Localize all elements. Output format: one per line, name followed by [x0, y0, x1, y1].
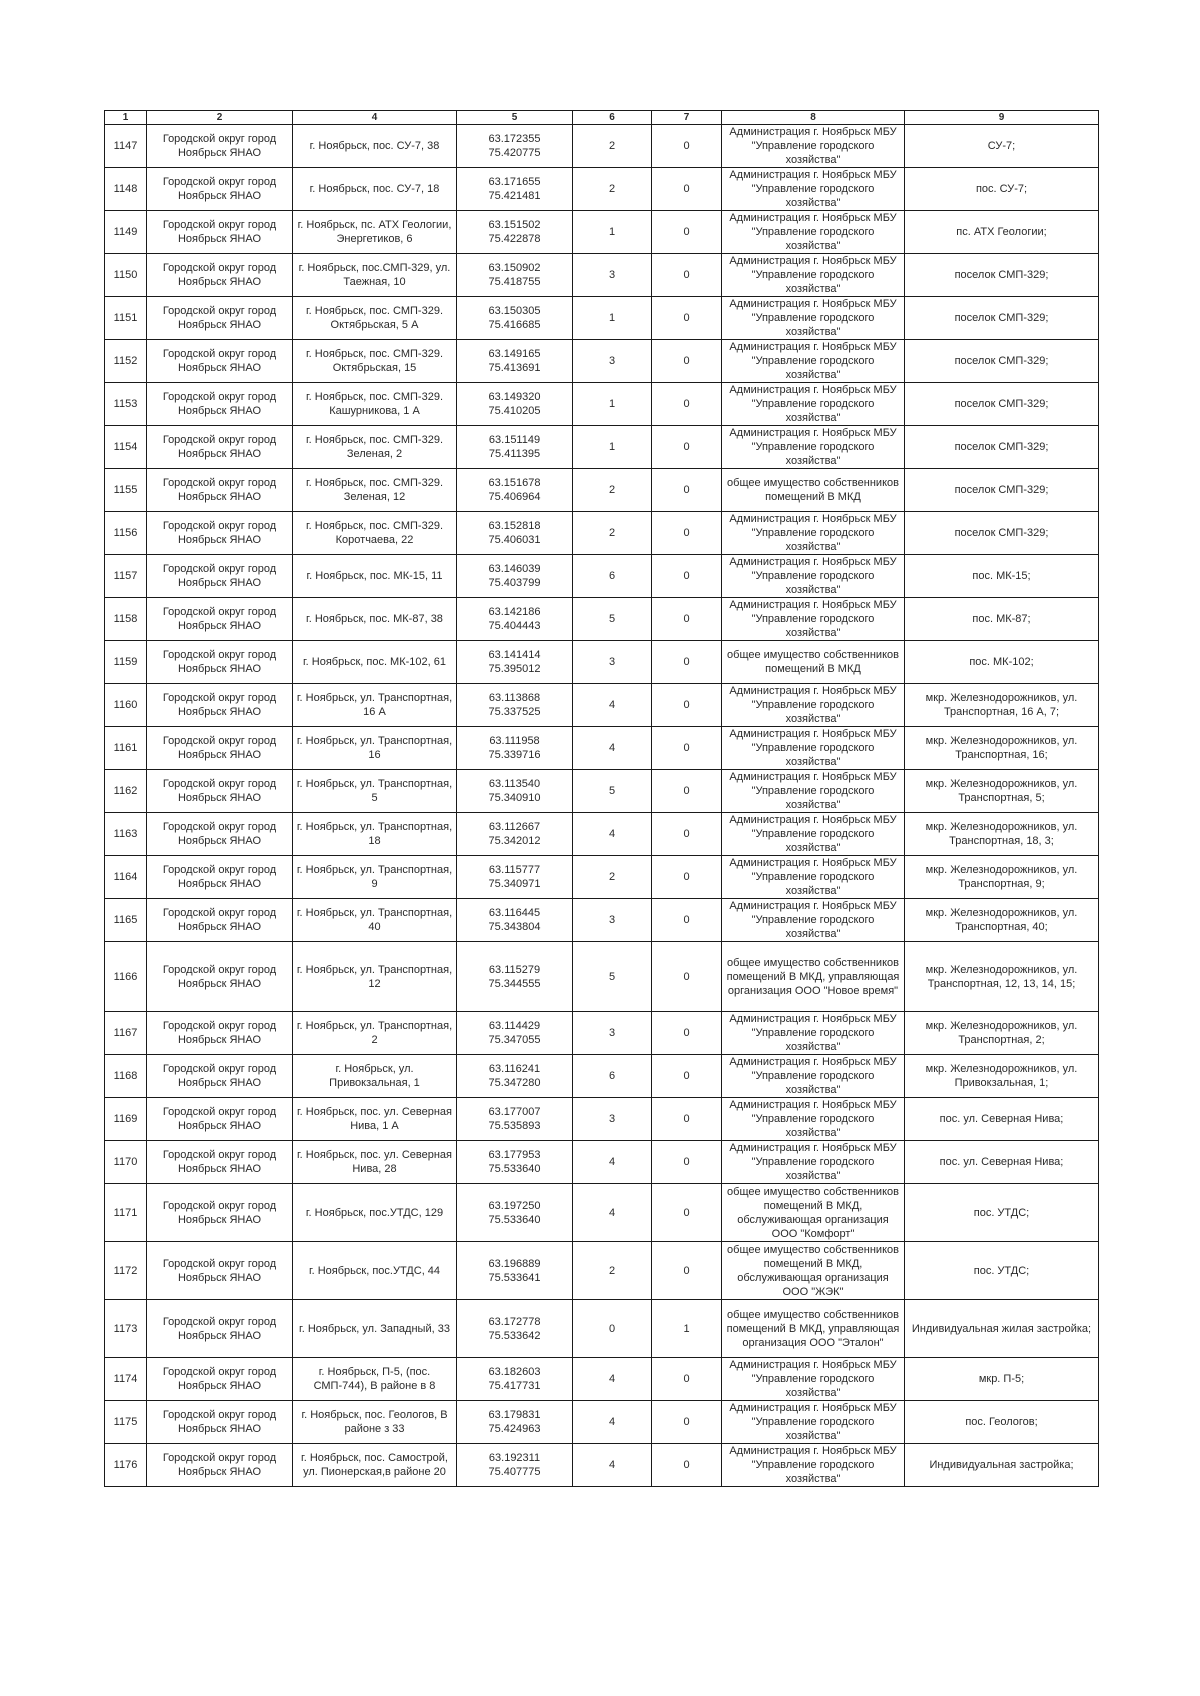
count-cell: 0 [652, 1184, 722, 1242]
owner-cell: Администрация г. Ноябрьск МБУ "Управление городского хозяйства" [722, 383, 905, 426]
row-number: 1150 [105, 254, 147, 297]
count-cell: 3 [573, 254, 652, 297]
address-cell: г. Ноябрьск, пос. СМП-329. Зеленая, 2 [293, 426, 457, 469]
owner-cell: Администрация г. Ноябрьск МБУ "Управление городского хозяйства" [722, 125, 905, 168]
row-number: 1154 [105, 426, 147, 469]
owner-cell: Администрация г. Ноябрьск МБУ "Управление городского хозяйства" [722, 1012, 905, 1055]
coordinates-cell: 63.116445 75.343804 [457, 899, 573, 942]
served-area-cell: пос. УТДС; [905, 1184, 1099, 1242]
address-cell: г. Ноябрьск, пос. МК-15, 11 [293, 555, 457, 598]
table-row [105, 254, 1099, 297]
table-row [105, 684, 1099, 727]
coordinates-cell: 63.152818 75.406031 [457, 512, 573, 555]
served-area-cell: пос. МК-87; [905, 598, 1099, 641]
count-cell: 0 [652, 856, 722, 899]
table-row [105, 813, 1099, 856]
count-cell: 1 [652, 1300, 722, 1358]
served-area-cell: Индивидуальная застройка; [905, 1444, 1099, 1487]
count-cell: 4 [573, 684, 652, 727]
owner-cell: Администрация г. Ноябрьск МБУ "Управление городского хозяйства" [722, 1098, 905, 1141]
district-cell: Городской округ город Ноябрьск ЯНАО [147, 684, 293, 727]
address-cell: г. Ноябрьск, пос.УТДС, 44 [293, 1242, 457, 1300]
served-area-cell: мкр. Железнодорожников, ул. Транспортная, 12, 13, 14, 15; [905, 942, 1099, 1012]
address-cell: г. Ноябрьск, пос. МК-102, 61 [293, 641, 457, 684]
address-cell: г. Ноябрьск, ул. Транспортная, 5 [293, 770, 457, 813]
row-number: 1168 [105, 1055, 147, 1098]
row-number: 1164 [105, 856, 147, 899]
served-area-cell: поселок СМП-329; [905, 297, 1099, 340]
coordinates-cell: 63.113868 75.337525 [457, 684, 573, 727]
served-area-cell: пос. ул. Северная Нива; [905, 1141, 1099, 1184]
owner-cell: Администрация г. Ноябрьск МБУ "Управление городского хозяйства" [722, 1358, 905, 1401]
district-cell: Городской округ город Ноябрьск ЯНАО [147, 1012, 293, 1055]
row-number: 1165 [105, 899, 147, 942]
count-cell: 1 [573, 211, 652, 254]
served-area-cell: пос. МК-102; [905, 641, 1099, 684]
row-number: 1173 [105, 1300, 147, 1358]
count-cell: 0 [652, 555, 722, 598]
coordinates-cell: 63.182603 75.417731 [457, 1358, 573, 1401]
count-cell: 3 [573, 1012, 652, 1055]
served-area-cell: мкр. Железнодорожников, ул. Привокзальная, 1; [905, 1055, 1099, 1098]
count-cell: 3 [573, 899, 652, 942]
row-number: 1176 [105, 1444, 147, 1487]
address-cell: г. Ноябрьск, пос. СУ-7, 38 [293, 125, 457, 168]
count-cell: 0 [652, 598, 722, 641]
owner-cell: Администрация г. Ноябрьск МБУ "Управление городского хозяйства" [722, 254, 905, 297]
owner-cell: Администрация г. Ноябрьск МБУ "Управление городского хозяйства" [722, 340, 905, 383]
row-number: 1152 [105, 340, 147, 383]
served-area-cell: мкр. Железнодорожников, ул. Транспортная, 16 А, 7; [905, 684, 1099, 727]
coordinates-cell: 63.116241 75.347280 [457, 1055, 573, 1098]
count-cell: 0 [652, 426, 722, 469]
owner-cell: Администрация г. Ноябрьск МБУ "Управление городского хозяйства" [722, 555, 905, 598]
owner-cell: Администрация г. Ноябрьск МБУ "Управление городского хозяйства" [722, 512, 905, 555]
count-cell: 0 [652, 942, 722, 1012]
count-cell: 0 [652, 1012, 722, 1055]
count-cell: 0 [652, 1444, 722, 1487]
column-header: 7 [652, 111, 722, 125]
served-area-cell: пос. МК-15; [905, 555, 1099, 598]
address-cell: г. Ноябрьск, пос. ул. Северная Нива, 28 [293, 1141, 457, 1184]
district-cell: Городской округ город Ноябрьск ЯНАО [147, 1184, 293, 1242]
row-number: 1155 [105, 469, 147, 512]
owner-cell: Администрация г. Ноябрьск МБУ "Управление городского хозяйства" [722, 426, 905, 469]
served-area-cell: поселок СМП-329; [905, 254, 1099, 297]
address-cell: г. Ноябрьск, П-5, (пос. СМП-744), В районе в 8 [293, 1358, 457, 1401]
table-row [105, 469, 1099, 512]
row-number: 1157 [105, 555, 147, 598]
count-cell: 5 [573, 942, 652, 1012]
count-cell: 0 [652, 1141, 722, 1184]
row-number: 1149 [105, 211, 147, 254]
owner-cell: Администрация г. Ноябрьск МБУ "Управление городского хозяйства" [722, 598, 905, 641]
district-cell: Городской округ город Ноябрьск ЯНАО [147, 125, 293, 168]
count-cell: 0 [652, 297, 722, 340]
district-cell: Городской округ город Ноябрьск ЯНАО [147, 254, 293, 297]
column-header: 8 [722, 111, 905, 125]
served-area-cell: мкр. Железнодорожников, ул. Транспортная, 16; [905, 727, 1099, 770]
count-cell: 3 [573, 641, 652, 684]
address-cell: г. Ноябрьск, пос. Самострой, ул. Пионерская,в районе 20 [293, 1444, 457, 1487]
column-header: 6 [573, 111, 652, 125]
row-number: 1174 [105, 1358, 147, 1401]
table-row [105, 942, 1099, 1012]
row-number: 1160 [105, 684, 147, 727]
district-cell: Городской округ город Ноябрьск ЯНАО [147, 211, 293, 254]
coordinates-cell: 63.146039 75.403799 [457, 555, 573, 598]
count-cell: 5 [573, 598, 652, 641]
header-row [105, 111, 1099, 125]
count-cell: 4 [573, 1444, 652, 1487]
district-cell: Городской округ город Ноябрьск ЯНАО [147, 168, 293, 211]
district-cell: Городской округ город Ноябрьск ЯНАО [147, 1401, 293, 1444]
owner-cell: Администрация г. Ноябрьск МБУ "Управление городского хозяйства" [722, 684, 905, 727]
address-cell: г. Ноябрьск, ул. Привокзальная, 1 [293, 1055, 457, 1098]
count-cell: 1 [573, 426, 652, 469]
address-cell: г. Ноябрьск, ул. Транспортная, 18 [293, 813, 457, 856]
table-row [105, 899, 1099, 942]
count-cell: 0 [652, 1358, 722, 1401]
row-number: 1156 [105, 512, 147, 555]
registry-table [104, 110, 1099, 1487]
owner-cell: Администрация г. Ноябрьск МБУ "Управление городского хозяйства" [722, 813, 905, 856]
count-cell: 0 [652, 899, 722, 942]
served-area-cell: поселок СМП-329; [905, 340, 1099, 383]
district-cell: Городской округ город Ноябрьск ЯНАО [147, 469, 293, 512]
address-cell: г. Ноябрьск, пос. СУ-7, 18 [293, 168, 457, 211]
coordinates-cell: 63.115279 75.344555 [457, 942, 573, 1012]
served-area-cell: мкр. Железнодорожников, ул. Транспортная, 40; [905, 899, 1099, 942]
count-cell: 4 [573, 1141, 652, 1184]
district-cell: Городской округ город Ноябрьск ЯНАО [147, 641, 293, 684]
district-cell: Городской округ город Ноябрьск ЯНАО [147, 1444, 293, 1487]
district-cell: Городской округ город Ноябрьск ЯНАО [147, 1141, 293, 1184]
table-row [105, 1401, 1099, 1444]
count-cell: 2 [573, 856, 652, 899]
coordinates-cell: 63.115777 75.340971 [457, 856, 573, 899]
coordinates-cell: 63.151502 75.422878 [457, 211, 573, 254]
count-cell: 2 [573, 168, 652, 211]
owner-cell: Администрация г. Ноябрьск МБУ "Управление городского хозяйства" [722, 899, 905, 942]
column-header: 2 [147, 111, 293, 125]
coordinates-cell: 63.150902 75.418755 [457, 254, 573, 297]
table-row [105, 1012, 1099, 1055]
count-cell: 0 [652, 340, 722, 383]
row-number: 1163 [105, 813, 147, 856]
coordinates-cell: 63.111958 75.339716 [457, 727, 573, 770]
count-cell: 0 [652, 1055, 722, 1098]
table-row [105, 512, 1099, 555]
row-number: 1170 [105, 1141, 147, 1184]
count-cell: 0 [652, 727, 722, 770]
served-area-cell: пс. АТХ Геологии; [905, 211, 1099, 254]
count-cell: 3 [573, 340, 652, 383]
table-body [105, 125, 1099, 1487]
table-row [105, 1184, 1099, 1242]
coordinates-cell: 63.172355 75.420775 [457, 125, 573, 168]
count-cell: 4 [573, 727, 652, 770]
served-area-cell: Индивидуальная жилая застройка; [905, 1300, 1099, 1358]
count-cell: 0 [652, 383, 722, 426]
coordinates-cell: 63.113540 75.340910 [457, 770, 573, 813]
table-row [105, 727, 1099, 770]
coordinates-cell: 63.172778 75.533642 [457, 1300, 573, 1358]
coordinates-cell: 63.149165 75.413691 [457, 340, 573, 383]
served-area-cell: поселок СМП-329; [905, 512, 1099, 555]
owner-cell: общее имущество собственников помещений В МКД [722, 469, 905, 512]
table-row [105, 1242, 1099, 1300]
address-cell: г. Ноябрьск, пос. ул. Северная Нива, 1 А [293, 1098, 457, 1141]
served-area-cell: поселок СМП-329; [905, 383, 1099, 426]
address-cell: г. Ноябрьск, ул. Транспортная, 12 [293, 942, 457, 1012]
district-cell: Городской округ город Ноябрьск ЯНАО [147, 598, 293, 641]
served-area-cell: пос. СУ-7; [905, 168, 1099, 211]
served-area-cell: пос. УТДС; [905, 1242, 1099, 1300]
district-cell: Городской округ город Ноябрьск ЯНАО [147, 813, 293, 856]
count-cell: 1 [573, 297, 652, 340]
coordinates-cell: 63.177953 75.533640 [457, 1141, 573, 1184]
address-cell: г. Ноябрьск, ул. Транспортная, 9 [293, 856, 457, 899]
count-cell: 2 [573, 1242, 652, 1300]
district-cell: Городской округ город Ноябрьск ЯНАО [147, 383, 293, 426]
district-cell: Городской округ город Ноябрьск ЯНАО [147, 1098, 293, 1141]
table-row [105, 598, 1099, 641]
table-row [105, 168, 1099, 211]
district-cell: Городской округ город Ноябрьск ЯНАО [147, 856, 293, 899]
count-cell: 0 [652, 168, 722, 211]
row-number: 1171 [105, 1184, 147, 1242]
district-cell: Городской округ город Ноябрьск ЯНАО [147, 1242, 293, 1300]
district-cell: Городской округ город Ноябрьск ЯНАО [147, 426, 293, 469]
coordinates-cell: 63.114429 75.347055 [457, 1012, 573, 1055]
district-cell: Городской округ город Ноябрьск ЯНАО [147, 942, 293, 1012]
owner-cell: общее имущество собственников помещений В МКД, управляющая организация ООО "Новое время" [722, 942, 905, 1012]
address-cell: г. Ноябрьск, ул. Транспортная, 40 [293, 899, 457, 942]
coordinates-cell: 63.151678 75.406964 [457, 469, 573, 512]
served-area-cell: СУ-7; [905, 125, 1099, 168]
count-cell: 0 [652, 813, 722, 856]
row-number: 1153 [105, 383, 147, 426]
district-cell: Городской округ город Ноябрьск ЯНАО [147, 512, 293, 555]
address-cell: г. Ноябрьск, ул. Транспортная, 2 [293, 1012, 457, 1055]
district-cell: Городской округ город Ноябрьск ЯНАО [147, 770, 293, 813]
served-area-cell: пос. Геологов; [905, 1401, 1099, 1444]
address-cell: г. Ноябрьск, ул. Западный, 33 [293, 1300, 457, 1358]
owner-cell: Администрация г. Ноябрьск МБУ "Управление городского хозяйства" [722, 211, 905, 254]
owner-cell: Администрация г. Ноябрьск МБУ "Управление городского хозяйства" [722, 168, 905, 211]
district-cell: Городской округ город Ноябрьск ЯНАО [147, 1358, 293, 1401]
column-header: 9 [905, 111, 1099, 125]
count-cell: 0 [652, 512, 722, 555]
coordinates-cell: 63.196889 75.533641 [457, 1242, 573, 1300]
district-cell: Городской округ город Ноябрьск ЯНАО [147, 555, 293, 598]
served-area-cell: мкр. Железнодорожников, ул. Транспортная, 9; [905, 856, 1099, 899]
table-row [105, 211, 1099, 254]
column-header: 1 [105, 111, 147, 125]
coordinates-cell: 63.142186 75.404443 [457, 598, 573, 641]
served-area-cell: пос. ул. Северная Нива; [905, 1098, 1099, 1141]
table-row [105, 1300, 1099, 1358]
count-cell: 5 [573, 770, 652, 813]
row-number: 1161 [105, 727, 147, 770]
coordinates-cell: 63.179831 75.424963 [457, 1401, 573, 1444]
table-row [105, 555, 1099, 598]
district-cell: Городской округ город Ноябрьск ЯНАО [147, 297, 293, 340]
owner-cell: общее имущество собственников помещений В МКД [722, 641, 905, 684]
row-number: 1172 [105, 1242, 147, 1300]
count-cell: 0 [652, 1242, 722, 1300]
address-cell: г. Ноябрьск, пос. СМП-329. Коротчаева, 22 [293, 512, 457, 555]
row-number: 1159 [105, 641, 147, 684]
served-area-cell: мкр. Железнодорожников, ул. Транспортная, 5; [905, 770, 1099, 813]
district-cell: Городской округ город Ноябрьск ЯНАО [147, 727, 293, 770]
count-cell: 2 [573, 469, 652, 512]
owner-cell: Администрация г. Ноябрьск МБУ "Управление городского хозяйства" [722, 727, 905, 770]
table-row [105, 426, 1099, 469]
count-cell: 2 [573, 125, 652, 168]
address-cell: г. Ноябрьск, пос. СМП-329. Кашурникова, 1 А [293, 383, 457, 426]
table-row [105, 641, 1099, 684]
count-cell: 0 [652, 684, 722, 727]
count-cell: 0 [652, 770, 722, 813]
owner-cell: общее имущество собственников помещений В МКД, обслуживающая организация ООО "ЖЭК" [722, 1242, 905, 1300]
count-cell: 0 [652, 125, 722, 168]
coordinates-cell: 63.149320 75.410205 [457, 383, 573, 426]
coordinates-cell: 63.192311 75.407775 [457, 1444, 573, 1487]
row-number: 1167 [105, 1012, 147, 1055]
count-cell: 6 [573, 1055, 652, 1098]
coordinates-cell: 63.151149 75.411395 [457, 426, 573, 469]
table-row [105, 1055, 1099, 1098]
count-cell: 2 [573, 512, 652, 555]
owner-cell: общее имущество собственников помещений В МКД, обслуживающая организация ООО "Комфорт" [722, 1184, 905, 1242]
table-row [105, 383, 1099, 426]
count-cell: 0 [652, 1401, 722, 1444]
address-cell: г. Ноябрьск, пос. СМП-329. Октябрьская, 5 А [293, 297, 457, 340]
table-row [105, 770, 1099, 813]
district-cell: Городской округ город Ноябрьск ЯНАО [147, 340, 293, 383]
address-cell: г. Ноябрьск, пс. АТХ Геологии, Энергетиков, 6 [293, 211, 457, 254]
address-cell: г. Ноябрьск, пос. СМП-329. Зеленая, 12 [293, 469, 457, 512]
row-number: 1147 [105, 125, 147, 168]
count-cell: 0 [573, 1300, 652, 1358]
district-cell: Городской округ город Ноябрьск ЯНАО [147, 899, 293, 942]
row-number: 1158 [105, 598, 147, 641]
served-area-cell: мкр. Железнодорожников, ул. Транспортная, 2; [905, 1012, 1099, 1055]
served-area-cell: мкр. П-5; [905, 1358, 1099, 1401]
owner-cell: Администрация г. Ноябрьск МБУ "Управление городского хозяйства" [722, 856, 905, 899]
coordinates-cell: 63.197250 75.533640 [457, 1184, 573, 1242]
table-row [105, 1141, 1099, 1184]
served-area-cell: поселок СМП-329; [905, 469, 1099, 512]
count-cell: 0 [652, 211, 722, 254]
count-cell: 1 [573, 383, 652, 426]
address-cell: г. Ноябрьск, ул. Транспортная, 16 А [293, 684, 457, 727]
count-cell: 0 [652, 469, 722, 512]
served-area-cell: поселок СМП-329; [905, 426, 1099, 469]
address-cell: г. Ноябрьск, пос. СМП-329. Октябрьская, 15 [293, 340, 457, 383]
column-header: 4 [293, 111, 457, 125]
table-row [105, 125, 1099, 168]
row-number: 1169 [105, 1098, 147, 1141]
owner-cell: Администрация г. Ноябрьск МБУ "Управление городского хозяйства" [722, 1444, 905, 1487]
owner-cell: Администрация г. Ноябрьск МБУ "Управление городского хозяйства" [722, 1401, 905, 1444]
count-cell: 0 [652, 254, 722, 297]
count-cell: 3 [573, 1098, 652, 1141]
district-cell: Городской округ город Ноябрьск ЯНАО [147, 1300, 293, 1358]
owner-cell: общее имущество собственников помещений В МКД, управляющая организация ООО "Эталон" [722, 1300, 905, 1358]
count-cell: 6 [573, 555, 652, 598]
count-cell: 4 [573, 1358, 652, 1401]
table-row [105, 297, 1099, 340]
coordinates-cell: 63.171655 75.421481 [457, 168, 573, 211]
count-cell: 4 [573, 1184, 652, 1242]
coordinates-cell: 63.141414 75.395012 [457, 641, 573, 684]
owner-cell: Администрация г. Ноябрьск МБУ "Управление городского хозяйства" [722, 1141, 905, 1184]
coordinates-cell: 63.112667 75.342012 [457, 813, 573, 856]
address-cell: г. Ноябрьск, пос.СМП-329, ул. Таежная, 10 [293, 254, 457, 297]
count-cell: 4 [573, 1401, 652, 1444]
owner-cell: Администрация г. Ноябрьск МБУ "Управление городского хозяйства" [722, 770, 905, 813]
count-cell: 4 [573, 813, 652, 856]
coordinates-cell: 63.150305 75.416685 [457, 297, 573, 340]
address-cell: г. Ноябрьск, ул. Транспортная, 16 [293, 727, 457, 770]
address-cell: г. Ноябрьск, пос.УТДС, 129 [293, 1184, 457, 1242]
address-cell: г. Ноябрьск, пос. Геологов, В районе з 33 [293, 1401, 457, 1444]
owner-cell: Администрация г. Ноябрьск МБУ "Управление городского хозяйства" [722, 297, 905, 340]
district-cell: Городской округ город Ноябрьск ЯНАО [147, 1055, 293, 1098]
address-cell: г. Ноябрьск, пос. МК-87, 38 [293, 598, 457, 641]
table-row [105, 1358, 1099, 1401]
row-number: 1175 [105, 1401, 147, 1444]
table-row [105, 1098, 1099, 1141]
count-cell: 0 [652, 641, 722, 684]
served-area-cell: мкр. Железнодорожников, ул. Транспортная, 18, 3; [905, 813, 1099, 856]
table-row [105, 1444, 1099, 1487]
coordinates-cell: 63.177007 75.535893 [457, 1098, 573, 1141]
owner-cell: Администрация г. Ноябрьск МБУ "Управление городского хозяйства" [722, 1055, 905, 1098]
row-number: 1162 [105, 770, 147, 813]
row-number: 1148 [105, 168, 147, 211]
row-number: 1166 [105, 942, 147, 1012]
row-number: 1151 [105, 297, 147, 340]
table-row [105, 856, 1099, 899]
column-header: 5 [457, 111, 573, 125]
count-cell: 0 [652, 1098, 722, 1141]
table-row [105, 340, 1099, 383]
